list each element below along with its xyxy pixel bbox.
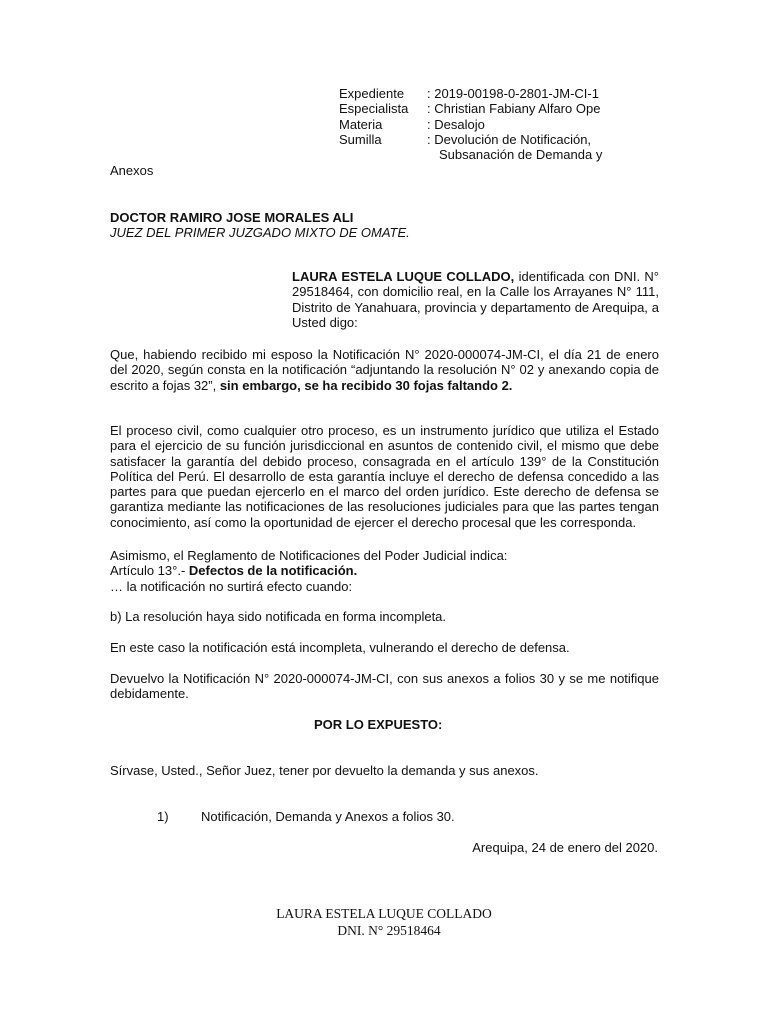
signature-block <box>0 905 768 939</box>
signature-name: LAURA ESTELA LUQUE COLLADO <box>276 906 492 921</box>
paragraph-return: Devuelvo la Notificación N° 2020-000074-JM-CI, con sus anexos a folios 30 y se me notifique debidamente. <box>110 671 659 702</box>
case-info-table <box>339 86 602 162</box>
paragraph-regulation: Asimismo, el Reglamento de Notificaciones del Poder Judicial indica: <box>110 548 508 563</box>
signature-dni: DNI. N° 29518464 <box>337 923 441 938</box>
petitioner-name: LAURA ESTELA LUQUE COLLADO, <box>292 269 515 284</box>
case-info-row <box>339 132 602 147</box>
annex-number: 1) <box>157 809 169 824</box>
addressee-name: DOCTOR RAMIRO JOSE MORALES ALI <box>110 210 354 225</box>
sumilla-end: Anexos <box>110 163 154 178</box>
article-quote: … la notificación no surtirá efecto cuando: <box>110 579 353 594</box>
document-date: Arequipa, 24 de enero del 2020. <box>472 840 658 855</box>
paragraph-due-process: El proceso civil, como cualquier otro proceso, es un instrumento jurídico que utiliza el Estado para el ejercicio de su función jurisdiccional en asuntos de contenido civil, el mismo que debe satisfacer la garantía del debido proceso, consagrada en el artículo 139° de la Constitución Política del Perú. El desarrollo de esta garantía incluye el derecho de defensa concedido a las partes para que puedan ejercerlo en el marco del orden jurídico. Este derecho de defensa se garantiza mediante las notificaciones de las resoluciones judiciales para que las partes tengan conocimiento, así como la oportunidad de ejercer el derecho procesal que les corresponda. <box>110 423 659 530</box>
item-b: b) La resolución haya sido notificada en forma incompleta. <box>110 609 447 624</box>
request-paragraph: Sírvase, Usted., Señor Juez, tener por devuelto la demanda y sus anexos. <box>110 763 539 778</box>
case-info-row <box>339 86 602 101</box>
paragraph-notification <box>110 347 659 393</box>
paragraph-incomplete: En este caso la notificación está incompleta, vulnerando el derecho de defensa. <box>110 640 570 655</box>
case-info-value: : Devolución de Notificación, <box>427 131 592 147</box>
case-info-value: : Desalojo <box>427 116 485 132</box>
paragraph-notification-emphasis: sin embargo, se ha recibido 30 fojas faltando 2. <box>219 377 513 393</box>
case-info-value: : 2019-00198-0-2801-JM-CI-1 <box>427 86 599 101</box>
paragraph-notification-text: Que, habiendo recibido mi esposo la Notificación N° 2020-000074-JM-CI, el día 21 de enero del 2020, según consta en la notificación “adjuntando la resolución N° 02 y anexando copia de escrito a fojas 32”, <box>110 347 659 393</box>
article-reference <box>110 563 357 578</box>
case-info-label: Materia <box>339 116 383 132</box>
case-info-row <box>339 117 602 132</box>
case-info-value: : Christian Fabiany Alfaro Ope <box>427 101 601 117</box>
case-info-label: Especialista <box>339 101 409 117</box>
case-info-row <box>339 101 602 116</box>
addressee-title: JUEZ DEL PRIMER JUZGADO MIXTO DE OMATE. <box>110 225 410 240</box>
intro-text: identificada con DNI. N° 29518464, con domicilio real, en la Calle los Arrayanes N° 111, Distrito de Yanahuara, provincia y departamento de Arequipa, a Usted digo: <box>292 269 660 330</box>
article-title: Defectos de la notificación. <box>188 563 358 578</box>
sumilla-continuation: Subsanación de Demanda y <box>439 147 603 163</box>
case-info-row <box>339 147 602 162</box>
annex-text: Notificación, Demanda y Anexos a folios 30. <box>201 809 455 824</box>
case-info-label: Expediente <box>339 86 405 101</box>
section-heading: POR LO EXPUESTO: <box>314 717 443 732</box>
intro-paragraph <box>292 269 659 330</box>
case-info-label: Sumilla <box>339 131 382 147</box>
article-label: Artículo 13°.- <box>110 563 189 578</box>
